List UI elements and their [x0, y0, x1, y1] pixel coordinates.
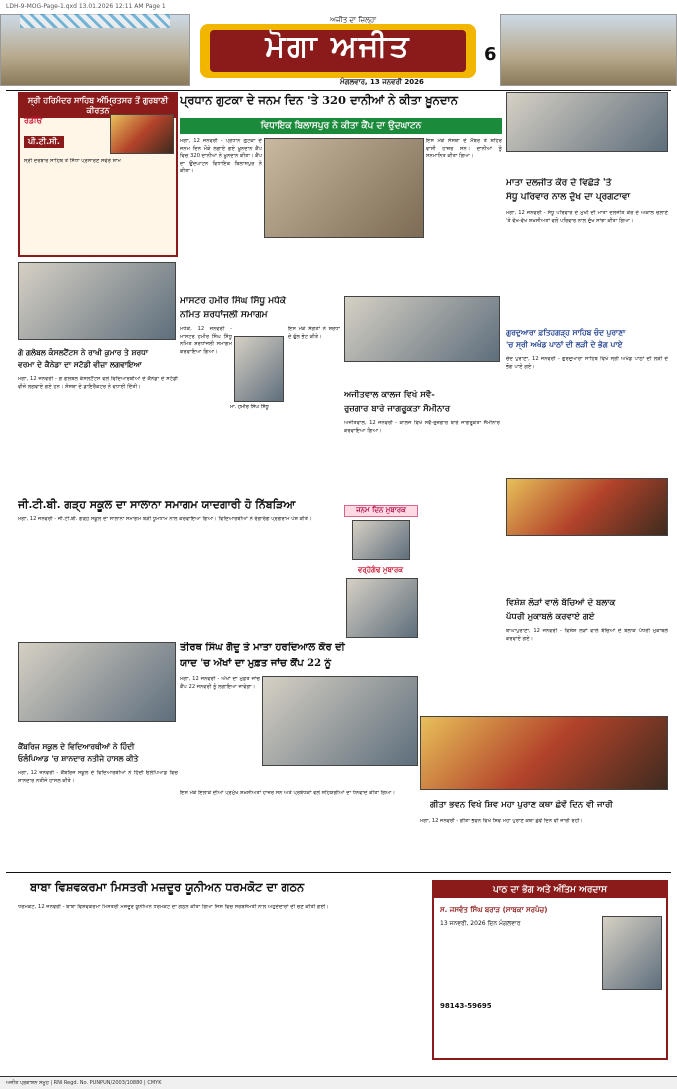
- birthday-label: ਜਨਮ ਦਿਨ ਮੁਬਾਰਕ: [344, 505, 418, 517]
- condolence-photo: [506, 92, 668, 152]
- ad-bhog-portrait: [602, 916, 662, 990]
- gita-text: ਮੋਗਾ, 12 ਜਨਵਰੀ - ਗੀਤਾ ਭਵਨ ਵਿਖੇ ਸ਼ਿਵ ਮਹਾ ਪੁਰਾਣ ਕਥਾ ਛੇਵੇਂ ਦਿਨ ਵੀ ਜਾਰੀ ਰਹੀ।: [420, 818, 583, 824]
- masthead-date: ਮੰਗਲਵਾਰ, 13 ਜਨਵਰੀ 2026: [340, 78, 424, 86]
- wedding-label: ਵਰ੍ਹੇਗੰਢ ਮੁਬਾਰਕ: [358, 566, 403, 574]
- ad-radio-label: ਰੇਡੀਓ: [24, 116, 43, 125]
- eye-headline-2: ਯਾਦ 'ਚ ਅੱਖਾਂ ਦਾ ਮੁਫ਼ਤ ਜਾਂਚ ਕੈਂਪ 22 ਨੂੰ: [180, 658, 332, 669]
- ad-bhog-date: 13 ਜਨਵਰੀ, 2026 ਦਿਨ ਮੰਗਲਵਾਰ: [440, 920, 521, 927]
- condolence-text: ਮੋਗਾ, 12 ਜਨਵਰੀ - ਸੰਧੂ ਪਰਿਵਾਰ ਦੇ ਮੁਖੀ ਦੀ ਮਾਤਾ ਦਲਜੀਤ ਕੌਰ ਦੇ ਅਕਾਲ ਚਲਾਣੇ 'ਤੇ ਵੱਖ-ਵੱਖ ਸ਼ਖ਼ਸੀਅਤਾਂ ਵਲੋਂ ਪਰਿਵਾਰ ਨਾਲ ਦੁੱਖ ਸਾਂਝਾ ਕੀਤਾ ਗਿਆ।: [506, 210, 668, 224]
- ad-bhog-head: ਪਾਠ ਦਾ ਭੋਗ ਅਤੇ ਅੰਤਿਮ ਅਰਦਾਸ: [434, 882, 666, 898]
- eye-headline-1: ਤੀਰਥ ਸਿੰਘ ਗੈਦੂ ਤੇ ਮਾਤਾ ਹਰਦਿਆਲ ਕੌਰ ਦੀ: [180, 642, 345, 653]
- misc-text: ਇਸ ਮੌਕੇ ਇਲਾਕੇ ਦੀਆਂ ਪ੍ਰਮੁੱਖ ਸ਼ਖ਼ਸੀਅਤਾਂ ਹਾਜ਼ਰ ਸਨ ਅਤੇ ਪ੍ਰਬੰਧਕਾਂ ਵਲੋਂ ਸਹਿਯੋਗੀਆਂ ਦਾ ਧੰਨਵਾਦ ਕੀਤਾ ਗਿਆ।: [180, 790, 396, 796]
- masthead-tagline: ਅਜੀਤ ਦਾ ਜ਼ਿਲ੍ਹਾ: [330, 16, 377, 24]
- gurdwara-photo: [506, 478, 668, 536]
- hamir-text-left: ਮਧੇਕੇ, 12 ਜਨਵਰੀ - ਮਾਸਟਰ ਹਮੀਰ ਸਿੰਘ ਸਿੱਧੂ ਨਮਿਤ ਸ਼ਰਧਾਂਜਲੀ ਸਮਾਗਮ ਕਰਵਾਇਆ ਗਿਆ।: [180, 326, 232, 355]
- blood-camp-photo: [264, 138, 424, 238]
- condolence-headline-1: ਮਾਤਾ ਦਲਜੀਤ ਕੌਰ ਦੇ ਵਿਛੋੜੇ 'ਤੇ: [506, 178, 612, 188]
- bottom-text: ਧਰਮਕੋਟ, 12 ਜਨਵਰੀ - ਬਾਬਾ ਵਿਸ਼ਵਕਰਮਾ ਮਿਸਤਰੀ ਮਜ਼ਦੂਰ ਯੂਨੀਅਨ ਧਰਮਕੋਟ ਦਾ ਗਠਨ ਕੀਤਾ ਗਿਆ ਜਿਸ ਵਿਚ ਸਰਬਸੰਮਤੀ ਨਾਲ ਅਹੁਦੇਦਾਰਾਂ ਦੀ ਚੋਣ ਕੀਤੀ ਗਈ।: [18, 904, 329, 910]
- divider: [6, 90, 671, 91]
- ad-bhog-phone: 98143-59695: [440, 1002, 492, 1010]
- gita-photo: [420, 716, 668, 790]
- ad-radio: [18, 92, 178, 257]
- divider-bottom: [6, 872, 671, 873]
- cambridge-photo: [18, 642, 176, 722]
- bottom-headline: ਬਾਬਾ ਵਿਸ਼ਵਕਰਮਾ ਮਿਸਤਰੀ ਮਜ਼ਦੂਰ ਯੂਨੀਅਨ ਧਰਮਕੋਟ ਦਾ ਗਠਨ: [30, 880, 305, 894]
- page-number: 6: [484, 44, 497, 65]
- masthead-pattern: [20, 14, 170, 28]
- eye-text: ਮੋਗਾ, 12 ਜਨਵਰੀ - ਅੱਖਾਂ ਦਾ ਮੁਫ਼ਤ ਜਾਂਚ ਕੈਂਪ 22 ਜਨਵਰੀ ਨੂੰ ਲਗਾਇਆ ਜਾਵੇਗਾ।: [180, 676, 260, 690]
- hamir-headline-2: ਨਮਿਤ ਸ਼ਰਧਾਂਜਲੀ ਸਮਾਗਮ: [180, 310, 268, 320]
- ajitwal-text: ਅਜੀਤਵਾਲ, 12 ਜਨਵਰੀ - ਕਾਲਜ ਵਿਖੇ ਸਵੈ-ਰੁਜ਼ਗਾਰ ਬਾਰੇ ਜਾਗਰੂਕਤਾ ਸੈਮੀਨਾਰ ਕਰਵਾਇਆ ਗਿਆ।: [344, 420, 500, 434]
- cambridge-headline-1: ਕੈਂਬਰਿਜ ਸਕੂਲ ਦੇ ਵਿਦਿਆਰਥੀਆਂ ਨੇ ਹਿੰਦੀ: [18, 742, 135, 751]
- print-slug: LDH-9-MOG-Page-1.qxd 13.01.2026 12:11 AM Page 1: [6, 3, 166, 10]
- visa-photo: [18, 262, 176, 340]
- ad-bhog: [432, 880, 668, 1060]
- gurdwara-text: ਚੰਦ ਪੁਰਾਣਾ, 12 ਜਨਵਰੀ - ਗੁਰਦੁਆਰਾ ਸਾਹਿਬ ਵਿਖੇ ਸ੍ਰੀ ਅਖੰਡ ਪਾਠਾਂ ਦੀ ਲੜੀ ਦੇ ਭੋਗ ਪਾਏ ਗਏ।: [506, 356, 668, 370]
- main-headline: ਪ੍ਰਧਾਨ ਗੁਟਕਾ ਦੇ ਜਨਮ ਦਿਨ 'ਤੇ 320 ਦਾਨੀਆਂ ਨੇ ਕੀਤਾ ਖ਼ੂਨਦਾਨ: [180, 93, 458, 107]
- hamir-caption: ਮਾ. ਹਮੀਰ ਸਿੰਘ ਸਿੱਧੂ: [230, 404, 269, 410]
- birthday-photo: [352, 520, 410, 560]
- special-headline-2: ਪੱਧਰੀ ਮੁਕਾਬਲੇ ਕਰਵਾਏ ਗਏ: [506, 612, 595, 622]
- cambridge-headline-2: ਓਲੰਪਿਆਡ 'ਚ ਸ਼ਾਨਦਾਰ ਨਤੀਜੇ ਹਾਸਲ ਕੀਤੇ: [18, 754, 139, 763]
- hamir-text-right: ਇਸ ਮੌਕੇ ਸੰਗਤਾਂ ਨੇ ਸ਼ਰਧਾ ਦੇ ਫੁੱਲ ਭੇਟ ਕੀਤੇ।: [288, 326, 340, 340]
- golden-temple-image: [110, 114, 174, 154]
- sub-headline-bar: ਵਿਧਾਇਕ ਬਿਲਾਸਪੁਰ ਨੇ ਕੀਤਾ ਕੈਂਪ ਦਾ ਉਦਘਾਟਨ: [180, 118, 502, 134]
- visa-text: ਮੋਗਾ, 12 ਜਨਵਰੀ - ਗੋ ਗਲੋਬਲ ਕੰਸਲਟੈਂਟਸ ਵਲੋਂ ਵਿਦਿਆਰਥੀਆਂ ਦੇ ਕੈਨੇਡਾ ਦੇ ਸਟੱਡੀ ਵੀਜ਼ੇ ਲਗਵਾਏ ਗਏ ਹਨ। ਸੰਸਥਾ ਦੇ ਡਾਇਰੈਕਟਰ ਨੇ ਵਧਾਈ ਦਿੱਤੀ।: [18, 376, 178, 390]
- visa-headline-2: ਵਰਮਾ ਦੇ ਕੈਨੇਡਾ ਦਾ ਸਟੱਡੀ ਵੀਜ਼ਾ ਲਗਵਾਇਆ: [18, 360, 142, 369]
- ad-radio-head: ਸ੍ਰੀ ਹਰਿਮੰਦਰ ਸਾਹਿਬ ਅੰਮ੍ਰਿਤਸਰ ਤੋਂ ਗੁਰਬਾਣੀ ਕੀਰਤਨ: [20, 94, 176, 118]
- gurdwara-headline-1: ਗੁਰਦੁਆਰਾ ਫ਼ਤਿਹਗੜ੍ਹ ਸਾਹਿਬ ਚੰਦ ਪੁਰਾਣਾ: [506, 328, 626, 337]
- gtb-text: ਮੋਗਾ, 12 ਜਨਵਰੀ - ਜੀ.ਟੀ.ਬੀ. ਗੜ੍ਹ ਸਕੂਲ ਦਾ ਸਾਲਾਨਾ ਸਮਾਗਮ ਬੜੀ ਧੂਮਧਾਮ ਨਾਲ ਕਰਵਾਇਆ ਗਿਆ। ਵਿਦਿਆਰਥੀਆਂ ਨੇ ਰੰਗਾਰੰਗ ਪ੍ਰੋਗਰਾਮ ਪੇਸ਼ ਕੀਤੇ।: [18, 516, 312, 522]
- logo: [210, 30, 466, 72]
- main-story-col-3: ਇਸ ਮੌਕੇ ਸੰਸਥਾ ਦੇ ਮੈਂਬਰ ਤੇ ਸ਼ਹਿਰ ਵਾਸੀ ਹਾਜ਼ਰ ਸਨ। ਦਾਨੀਆਂ ਨੂੰ ਸਨਮਾਨਿਤ ਕੀਤਾ ਗਿਆ।: [426, 138, 502, 160]
- gita-headline: ਗੀਤਾ ਭਵਨ ਵਿਖੇ ਸ਼ਿਵ ਮਹਾ ਪੁਰਾਣ ਕਥਾ ਛੇਵੇਂ ਦਿਨ ਵੀ ਜਾਰੀ: [430, 800, 613, 810]
- ad-bhog-name: ਸ. ਜਸਵੰਤ ਸਿੰਘ ਬਰਾੜ (ਸਾਬਕਾ ਸਰਪੰਚ): [440, 906, 548, 914]
- special-text: ਬਾਘਾਪੁਰਾਣਾ, 12 ਜਨਵਰੀ - ਵਿਸ਼ੇਸ਼ ਲੋੜਾਂ ਵਾਲੇ ਬੱਚਿਆਂ ਦੇ ਬਲਾਕ ਪੱਧਰੀ ਮੁਕਾਬਲੇ ਕਰਵਾਏ ਗਏ।: [506, 628, 668, 642]
- wedding-photo: [346, 578, 418, 638]
- ad-ptc-label: ਪੀ.ਟੀ.ਸੀ.: [24, 136, 64, 148]
- logo-title: ਮੋਗਾ ਅਜੀਤ: [265, 29, 411, 64]
- ajitwal-photo: [344, 296, 500, 362]
- ad-radio-text: ਸ੍ਰੀ ਦਰਬਾਰ ਸਾਹਿਬ ਤੋਂ ਸਿੱਧਾ ਪ੍ਰਸਾਰਣ ਸਵੇਰੇ ਸ਼ਾਮ: [24, 158, 121, 164]
- masthead-right-photo: [500, 14, 677, 86]
- hamir-headline-1: ਮਾਸਟਰ ਹਮੀਰ ਸਿੰਘ ਸਿੱਧੂ ਮਧੇਕੇ: [180, 296, 286, 306]
- bottom-bar: ਅਜੀਤ ਪ੍ਰਕਾਸ਼ਨ ਸਮੂਹ | RNI Regd. No. PUNPUN/2003/10880 | CMYK: [0, 1076, 677, 1089]
- ajitwal-headline-2: ਰੁਜ਼ਗਾਰ ਬਾਰੇ ਜਾਗਰੂਕਤਾ ਸੈਮੀਨਾਰ: [344, 404, 450, 414]
- hamir-portrait: [234, 336, 284, 402]
- eye-camp-photo: [262, 676, 418, 766]
- visa-headline-1: ਗੋ ਗਲੋਬਲ ਕੰਸਲਟੈਂਟਸ ਨੇ ਰਾਖੀ ਕੁਮਾਰ ਤੇ ਸ਼ਰਧਾ: [18, 348, 148, 357]
- special-headline-1: ਵਿਸ਼ੇਸ਼ ਲੋੜਾਂ ਵਾਲੇ ਬੱਚਿਆਂ ਦੇ ਬਲਾਕ: [506, 598, 616, 608]
- main-story-col-1: ਮੋਗਾ, 12 ਜਨਵਰੀ - ਪ੍ਰਧਾਨ ਗੁਟਕਾ ਦੇ ਜਨਮ ਦਿਨ ਮੌਕੇ ਲਗਾਏ ਗਏ ਖ਼ੂਨਦਾਨ ਕੈਂਪ ਵਿਚ 320 ਦਾਨੀਆਂ ਨੇ ਖ਼ੂਨਦਾਨ ਕੀਤਾ। ਕੈਂਪ ਦਾ ਉਦਘਾਟਨ ਵਿਧਾਇਕ ਬਿਲਾਸਪੁਰ ਨੇ ਕੀਤਾ।: [180, 138, 262, 175]
- ajitwal-headline-1: ਅਜੀਤਵਾਲ ਕਾਲਜ ਵਿਖੇ ਸਵੈ-: [344, 390, 435, 400]
- gtb-headline: ਜੀ.ਟੀ.ਬੀ. ਗੜ੍ਹ ਸਕੂਲ ਦਾ ਸਾਲਾਨਾ ਸਮਾਗਮ ਯਾਦਗਾਰੀ ਹੋ ਨਿੱਬੜਿਆ: [18, 498, 296, 511]
- cambridge-text: ਮੋਗਾ, 12 ਜਨਵਰੀ - ਕੈਂਬਰਿਜ ਸਕੂਲ ਦੇ ਵਿਦਿਆਰਥੀਆਂ ਨੇ ਹਿੰਦੀ ਓਲੰਪਿਆਡ ਵਿਚ ਸ਼ਾਨਦਾਰ ਨਤੀਜੇ ਹਾਸਲ ਕੀਤੇ।: [18, 770, 178, 784]
- gurdwara-headline-2: 'ਚ ਸ੍ਰੀ ਅਖੰਡ ਪਾਠਾਂ ਦੀ ਲੜੀ ਦੇ ਭੋਗ ਪਾਏ: [506, 340, 623, 349]
- condolence-headline-2: ਸੰਧੂ ਪਰਿਵਾਰ ਨਾਲ ਦੁੱਖ ਦਾ ਪ੍ਰਗਟਾਵਾ: [506, 192, 631, 202]
